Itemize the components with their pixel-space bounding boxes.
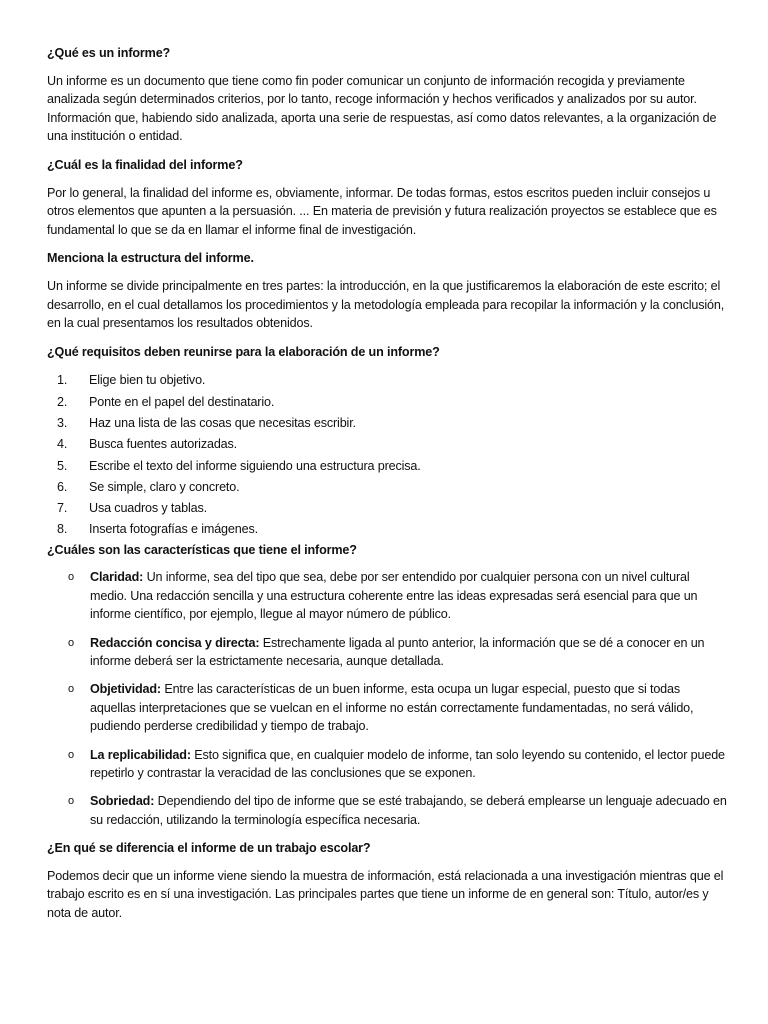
list-number: 1. bbox=[57, 373, 68, 388]
list-item-text: Haz una lista de las cosas que necesitas escribir. bbox=[89, 415, 356, 430]
characteristic-term: Redacción concisa y directa: bbox=[90, 635, 260, 650]
document-page bbox=[47, 44, 727, 932]
list-item bbox=[47, 413, 727, 434]
list-item bbox=[47, 370, 727, 391]
list-number: 6. bbox=[57, 479, 68, 494]
list-item bbox=[47, 477, 727, 498]
list-number: 2. bbox=[57, 394, 68, 409]
characteristic-text: Un informe, sea del tipo que sea, debe por ser entendido por cualquier persona con un nivel cultural medio. Una redacción sencilla y una estructura coherente entre las ideas expresadas será esencial para que un informe científico, por ejemplo, llegue al mayor número de público. bbox=[90, 570, 698, 622]
list-item bbox=[47, 498, 727, 519]
bullet-icon: o bbox=[68, 571, 74, 584]
answer-report-structure: Un informe se divide principalmente en tres partes: la introducción, en la que justificaremos la elaboración de este escrito; el desarrollo, en el cual detallamos los procedimientos y la metodología empleada para recopilar la información y la conclusión, en la cual presentamos los resultados obtenidos. bbox=[47, 278, 725, 331]
bullet-icon: o bbox=[68, 795, 74, 808]
list-number: 7. bbox=[57, 501, 68, 516]
question-report-requirements: ¿Qué requisitos deben reunirse para la elaboración de un informe? bbox=[47, 344, 440, 359]
question-report-purpose: ¿Cuál es la finalidad del informe? bbox=[47, 157, 243, 172]
requirements-list bbox=[47, 370, 727, 540]
answer-report-vs-schoolwork: Podemos decir que un informe viene siendo la muestra de información, está relacionada a una investigación mientras que el trabajo escrito es en sí una investigación. Las principales partes que tiene un informe de en general son: Título, autor/es y nota de autor. bbox=[47, 868, 724, 920]
answer-what-is-report: Un informe es un documento que tiene como fin poder comunicar un conjunto de información recogida y previamente analizada según determinados criterios, por lo tanto, recoge información y hechos verificados y analizados por su autor. Información que, habiendo sido analizada, aporta una serie de respuestas, así como datos relevantes, a la organización de una institución o entidad. bbox=[47, 73, 717, 144]
question-report-characteristics: ¿Cuáles son las características que tiene el informe? bbox=[47, 542, 357, 557]
list-number: 4. bbox=[57, 437, 68, 452]
characteristic-term: Claridad: bbox=[90, 570, 144, 585]
list-item bbox=[47, 456, 727, 477]
list-item bbox=[47, 634, 727, 671]
characteristic-term: Objetividad: bbox=[90, 682, 161, 697]
list-item-text: Elige bien tu objetivo. bbox=[89, 373, 206, 388]
list-number: 8. bbox=[57, 522, 68, 537]
list-item-text: Inserta fotografías e imágenes. bbox=[89, 522, 258, 537]
list-item-text: Usa cuadros y tablas. bbox=[89, 501, 207, 516]
list-item bbox=[47, 392, 727, 413]
answer-report-purpose: Por lo general, la finalidad del informe es, obviamente, informar. De todas formas, estos escritos pueden incluir consejos u otros elementos que apunten a la persuasión. ... En materia de previsión y futura realización proyectos se establece que es fundamental lo que se da en llamar el informe final de investigación. bbox=[47, 185, 717, 237]
list-item bbox=[47, 568, 727, 624]
characteristic-text: Estrechamente ligada al punto anterior, la información que se dé a conocer en un informe deberá ser la estrictamente necesaria, aunque detallada. bbox=[90, 635, 705, 669]
list-item-text: Escribe el texto del informe siguiendo una estructura precisa. bbox=[89, 458, 421, 473]
bullet-icon: o bbox=[68, 748, 74, 761]
list-number: 3. bbox=[57, 415, 68, 430]
question-what-is-report: ¿Qué es un informe? bbox=[47, 46, 171, 60]
list-item-text: Busca fuentes autorizadas. bbox=[89, 437, 238, 452]
bullet-icon: o bbox=[68, 636, 74, 649]
characteristic-text: Dependiendo del tipo de informe que se esté trabajando, se deberá emplearse un lenguaje adecuado en su redacción, utilizando la terminología específica necesaria. bbox=[90, 794, 727, 827]
characteristic-term: La replicabilidad: bbox=[90, 747, 191, 762]
characteristic-text: Entre las características de un buen informe, esta ocupa un lugar especial, puesto que si todas aquellas interpretaciones que se vuelcan en el informe no están correctamente fundamentadas, no será válido, pudiendo perderse credibilidad y tiempo de trabajo. bbox=[90, 682, 694, 734]
list-item bbox=[47, 792, 727, 829]
list-item bbox=[47, 434, 727, 455]
characteristic-text: Esto significa que, en cualquier modelo de informe, tan solo leyendo su contenido, el lector puede repetirlo y contrastar la veracidad de las conclusiones que se exponen. bbox=[90, 747, 725, 781]
list-item bbox=[47, 746, 727, 783]
bullet-icon: o bbox=[68, 683, 74, 696]
characteristics-list bbox=[47, 568, 727, 829]
characteristic-term: Sobriedad: bbox=[90, 794, 155, 809]
list-item bbox=[47, 680, 727, 736]
list-number: 5. bbox=[57, 458, 68, 473]
question-report-structure: Menciona la estructura del informe. bbox=[47, 251, 254, 266]
question-report-vs-schoolwork: ¿En qué se diferencia el informe de un trabajo escolar? bbox=[47, 840, 371, 855]
list-item bbox=[47, 519, 727, 540]
list-item-text: Ponte en el papel del destinatario. bbox=[89, 394, 275, 409]
list-item-text: Se simple, claro y concreto. bbox=[89, 479, 240, 494]
